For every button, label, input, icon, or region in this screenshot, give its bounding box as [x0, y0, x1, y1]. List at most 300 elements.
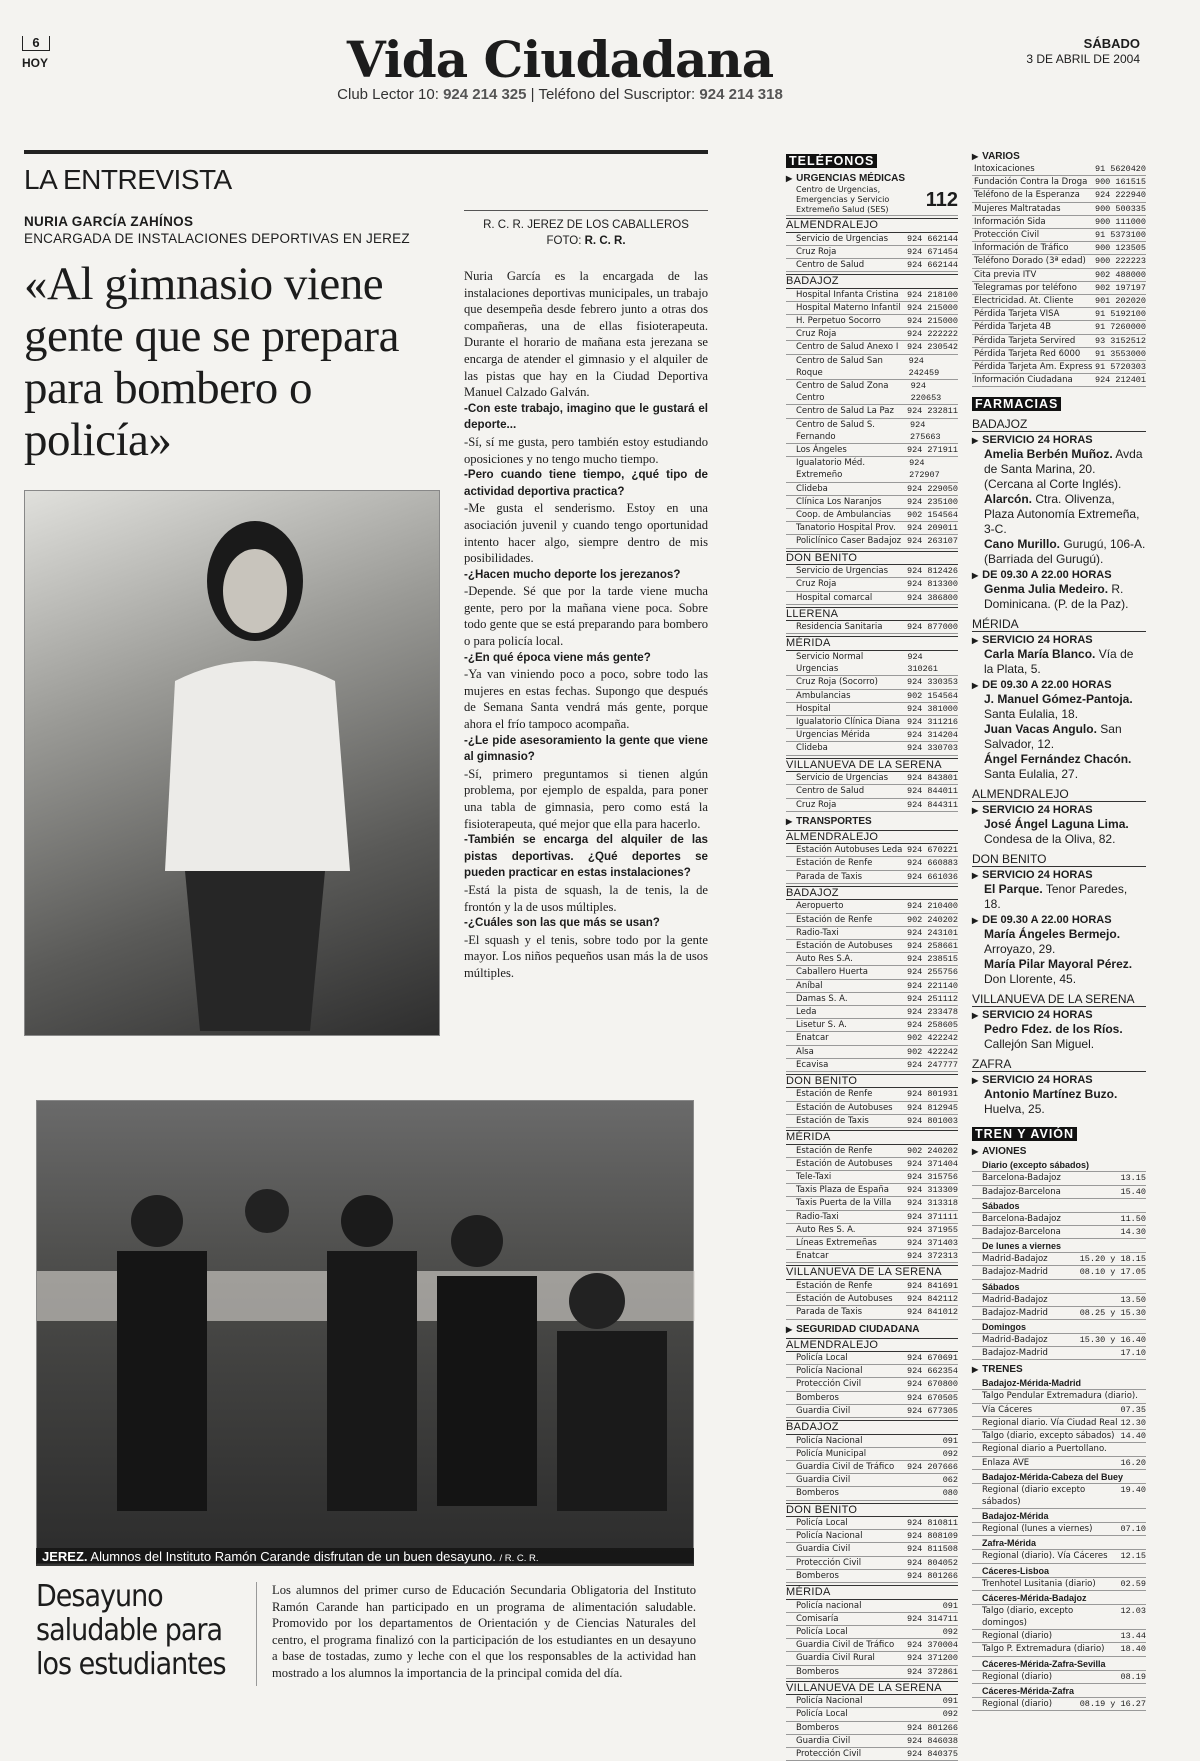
entry-phone: 924 220653 [910, 381, 942, 404]
phone-row [786, 522, 958, 535]
phone-row [972, 203, 1146, 216]
phone-row [786, 857, 958, 870]
interview-body [464, 268, 708, 982]
schedule-row [972, 1578, 1146, 1591]
schedule-heading: Cáceres-Mérida-Zafra [972, 1685, 1146, 1698]
entry-phone: 924 271911 [906, 445, 958, 456]
route-name: Regional diario. Vía Ciudad Real [982, 1417, 1118, 1428]
entry-name: Bomberos [796, 1666, 839, 1677]
route-time: 11.50 [1120, 1213, 1146, 1224]
phone-row [786, 1613, 958, 1626]
section-label: LA ENTREVISTA [24, 164, 232, 195]
phone-row [786, 289, 958, 302]
schedule-row [972, 1457, 1146, 1470]
pharmacy-address: Avda de Santa Marina, 20. (Cercana al Corte Inglés). [984, 447, 1143, 492]
entry-phone: 924 243101 [906, 927, 958, 938]
phone-row [786, 341, 958, 354]
service-hours: ▶ SERVICIO 24 HORAS [972, 869, 1146, 882]
entry-phone: 924 371404 [906, 1158, 958, 1169]
entry-name: Estación Autobuses Leda [796, 845, 903, 856]
phone-row [786, 1652, 958, 1665]
entry-name: Alsa [796, 1046, 814, 1057]
schedule-heading: Diario (excepto sábados) [972, 1159, 1146, 1172]
interview-answer: -Ya van viniendo poco a poco, sobre todo las mujeres en estas fechas. Supongo que después de Semana Santa vendrá más gente, porque ahora el frío tampoco acompaña. [464, 667, 708, 732]
entry-name: Policía Nacional [796, 1435, 863, 1446]
entry-phone: 924 812426 [906, 566, 958, 577]
entry-phone: 924 371200 [906, 1653, 958, 1664]
route-name: Vía Cáceres [982, 1404, 1033, 1415]
entry-name: Hospital Materno Infantil [796, 302, 901, 313]
pharmacy-entry [972, 752, 1146, 782]
phone-row [786, 1474, 958, 1487]
pharmacy-name: Juan Vacas Angulo. [984, 722, 1097, 737]
entry-name: Protección Civil [796, 1557, 862, 1568]
pharmacy-entry [972, 492, 1146, 537]
route-time: 08.25 y 15.30 [1079, 1307, 1146, 1318]
section-masthead: Vida Ciudadana [346, 30, 774, 89]
route-time: 14.40 [1120, 1431, 1146, 1442]
city-heading: DON BENITO [786, 551, 958, 566]
phone-row [786, 457, 958, 482]
aviones-list [972, 1159, 1146, 1360]
route-name: Talgo (diario, excepto domingos) [982, 1605, 1074, 1628]
photo-caption [36, 1548, 694, 1566]
entry-phone: 924 221140 [906, 980, 958, 991]
interview-answer: -El squash y el tenis, sobre todo por la gente mayor. Los niños pequeños usan más la de usos múltiples. [464, 932, 708, 980]
route-time: 15.20 y 18.15 [1079, 1254, 1146, 1265]
phone-row [786, 1019, 958, 1032]
entry-phone: 924 229050 [906, 483, 958, 494]
phone-row [786, 315, 958, 328]
urgencias-text: Centro de Urgencias, Emergencias y Servicio Extremeño Salud (SES) [796, 185, 890, 214]
phone-row [786, 1448, 958, 1461]
pharmacy-address: San Salvador, 12. [984, 722, 1122, 752]
route-time: 07.35 [1120, 1404, 1146, 1415]
phone-row [786, 1392, 958, 1405]
schedule-heading: Cáceres-Lisboa [972, 1565, 1146, 1578]
phone-row [786, 1145, 958, 1158]
city-heading: VILLANUEVA DE LA SERENA [786, 1681, 958, 1696]
entry-phone: 924 801003 [906, 1115, 958, 1126]
city-heading: LLERENA [786, 607, 958, 622]
story-headline: Desayuno saludable para los estudiantes [36, 1579, 226, 1682]
entry-phone: 91 5620420 [1094, 164, 1146, 174]
pharmacy-name: María Pilar Mayoral Pérez. [984, 957, 1133, 972]
aviones-label: ▶ AVIONES [972, 1145, 1146, 1158]
entry-name: Guardia Civil [796, 1475, 851, 1486]
entry-phone: 924 843801 [906, 773, 958, 784]
entry-name: Cruz Roja [796, 246, 837, 257]
schedule-heading: Domingos [972, 1321, 1146, 1334]
entry-name: Policía nacional [796, 1600, 862, 1611]
schedule-heading: Zafra-Mérida [972, 1537, 1146, 1550]
entry-name: Policlínico Caser Badajoz [796, 536, 902, 547]
city-heading: MÉRIDA [786, 636, 958, 651]
entry-name: Policía Nacional [796, 1366, 863, 1377]
entry-phone: 902 197197 [1094, 282, 1146, 293]
phone-row [786, 1280, 958, 1293]
entry-phone: 924 662354 [906, 1366, 958, 1377]
schedule-row [972, 1523, 1146, 1536]
entry-name: Tanatorio Hospital Prov. [796, 523, 896, 534]
entry-phone: 924 662144 [906, 233, 958, 244]
phone-row [786, 914, 958, 927]
phone-row [786, 496, 958, 509]
entry-phone: 902 154564 [906, 510, 958, 521]
phone-row [786, 1171, 958, 1184]
entry-name: Estación de Renfe [796, 858, 873, 869]
entry-phone: 924 235100 [906, 496, 958, 507]
phone-row [786, 1543, 958, 1556]
pharmacy-address: Condesa de la Oliva, 82. [984, 832, 1116, 847]
phone-row [786, 509, 958, 522]
phone-row [786, 592, 958, 605]
entry-name: Auto Res S. A. [796, 1224, 856, 1235]
entry-name: Estación de Autobuses [796, 1158, 893, 1169]
entry-name: Estación de Renfe [796, 1089, 873, 1100]
entry-name: Centro de Salud Zona Centro [796, 381, 889, 404]
phone-row [786, 1708, 958, 1721]
entry-phone: 924 330353 [906, 677, 958, 688]
entry-phone: 902 488000 [1094, 269, 1146, 280]
schedule-row [972, 1186, 1146, 1199]
phone-row [786, 1722, 958, 1735]
entry-name: Estación de Taxis [796, 1115, 869, 1126]
phone-row [786, 419, 958, 444]
entry-name: Bomberos [796, 1722, 839, 1733]
entry-name: Centro de Salud Anexo I [796, 342, 899, 353]
pharmacy-city: MÉRIDA [972, 617, 1146, 632]
entry-phone: 924 386800 [906, 592, 958, 603]
entry-name: Información Sida [974, 216, 1046, 227]
entry-name: Centro de Salud [796, 786, 865, 797]
entry-phone: 924 313309 [906, 1185, 958, 1196]
route-time: 07.10 [1120, 1524, 1146, 1535]
route-time: 13.50 [1120, 1294, 1146, 1305]
entry-name: Damas S. A. [796, 993, 848, 1004]
newspaper-name: HOY [22, 56, 49, 70]
entry-name: Policía Nacional [796, 1696, 863, 1707]
phone-row [786, 927, 958, 940]
service-hours: ▶ DE 09.30 A 22.00 HORAS [972, 679, 1146, 692]
pharmacy-name: Antonio Martínez Buzo. [984, 1087, 1118, 1102]
column-divider [256, 1582, 257, 1686]
phone-row [972, 374, 1146, 387]
schedule-row [972, 1605, 1146, 1630]
entry-name: Aníbal [796, 980, 823, 991]
phone-row [786, 871, 958, 884]
entry-name: Estación de Renfe [796, 914, 873, 925]
breakfast-photo [36, 1100, 694, 1564]
entry-phone: 924 238515 [906, 954, 958, 965]
phone-row [786, 1405, 958, 1418]
pharmacy-entry [972, 447, 1146, 492]
route-name: Barcelona-Badajoz [982, 1173, 1061, 1184]
city-heading: MÉRIDA [786, 1130, 958, 1145]
entry-phone: 924 207666 [906, 1461, 958, 1472]
issue-date: 3 DE ABRIL DE 2004 [1026, 52, 1140, 66]
entry-name: Policía Municipal [796, 1448, 867, 1459]
entry-phone: 924 210400 [906, 901, 958, 912]
entry-name: H. Perpetuo Socorro [796, 316, 881, 327]
suscriptor-label: Teléfono del Suscriptor: [538, 86, 696, 103]
entry-name: Servicio de Urgencias [796, 773, 889, 784]
route-name: Regional (diario). Vía Cáceres [982, 1551, 1108, 1562]
issue-day: SÁBADO [1083, 36, 1140, 51]
schedule-row [972, 1643, 1146, 1656]
entry-phone: 93 3152512 [1094, 335, 1146, 346]
entry-name: Policía Local [796, 1353, 848, 1364]
entry-name: Centro de Salud [796, 259, 865, 270]
entry-phone: 924 670800 [906, 1379, 958, 1390]
entry-name: Pérdida Tarjeta Am. Express [974, 362, 1093, 373]
entry-phone: 924 232811 [906, 406, 958, 417]
pharmacy-name: Alarcón. [984, 492, 1033, 507]
entry-phone: 924 222940 [1094, 190, 1146, 201]
phone-row [786, 1224, 958, 1237]
photo-credit-label: FOTO: [546, 235, 582, 247]
entry-phone: 924 801931 [906, 1089, 958, 1100]
pharmacy-address: Ctra. Olivenza, Plaza Autonomía Extremeña, 3-C. [984, 492, 1140, 537]
phone-row [786, 1517, 958, 1530]
entry-name: Hospital [796, 703, 831, 714]
pharmacy-name: Ángel Fernández Chacón. [984, 752, 1132, 767]
phone-row [786, 1748, 958, 1761]
entry-phone: 924 242459 [908, 355, 940, 378]
schedule-heading: Cáceres-Mérida-Badajoz [972, 1592, 1146, 1605]
phone-row [972, 176, 1146, 189]
entry-phone: 924 842112 [906, 1294, 958, 1305]
entry-phone: 900 500335 [1094, 203, 1146, 214]
route-time: 15.40 [1120, 1186, 1146, 1197]
entry-phone: 924 222222 [906, 329, 958, 340]
route-time: 13.44 [1120, 1631, 1146, 1642]
phone-row [786, 742, 958, 755]
entry-name: Guardia Civil de Tráfico [796, 1640, 895, 1651]
schedule-row [972, 1443, 1146, 1456]
phone-row [972, 335, 1146, 348]
phone-row [786, 716, 958, 729]
pharmacy-name: José Ángel Laguna Lima. [984, 817, 1129, 832]
route-time: 18.40 [1120, 1644, 1146, 1655]
entry-phone: 91 5720303 [1094, 362, 1146, 373]
urgencias-row [786, 185, 958, 216]
entry-name: Estación de Autobuses [796, 940, 893, 951]
interview-question: -¿Cuáles son las que más se usan? [464, 916, 660, 930]
entry-phone: 902 240202 [906, 914, 958, 925]
interview-answer: -Sí, primero preguntamos si tienen algún problema, por ejemplo de espalda, para poner una tabla de gimnasia, pero como está la fisioterapeuta, qué mejor que ella para hacerlo. [464, 766, 708, 831]
entry-phone: 092 [942, 1709, 958, 1720]
pharmacy-entry [972, 722, 1146, 752]
entry-phone: 924 808109 [906, 1531, 958, 1542]
city-heading: ALMENDRALEJO [786, 830, 958, 845]
entry-phone: 924 840375 [906, 1749, 958, 1760]
phone-row [786, 328, 958, 341]
interview-answer: -Está la pista de squash, la de tenis, la de frontón y la de usos múltiples. [464, 882, 708, 914]
entry-name: Centro de Salud San Roque [796, 355, 883, 378]
phone-row [786, 1059, 958, 1072]
group-students-icon [37, 1101, 695, 1541]
club-label: Club Lector 10: [337, 86, 439, 103]
phone-row [786, 1570, 958, 1583]
entry-phone: 924 844311 [906, 799, 958, 810]
route-name: Madrid-Badajoz [982, 1254, 1048, 1265]
entry-name: Radio-Taxi [796, 1211, 839, 1222]
pharmacy-address: Gurugú, 106-A. (Barriada del Gurugú). [984, 537, 1146, 567]
seguridad-label: ▶ SEGURIDAD CIUDADANA [786, 1323, 958, 1336]
schedule-heading: Badajoz-Mérida-Madrid [972, 1377, 1146, 1390]
route-name: Regional (diario excepto sábados) [982, 1484, 1086, 1507]
entry-name: Hospital comarcal [796, 592, 873, 603]
phone-row [786, 1250, 958, 1263]
phone-row [786, 799, 958, 812]
entry-name: Cruz Roja (Socorro) [796, 677, 878, 688]
entry-name: Hospital Infanta Cristina [796, 289, 899, 300]
phone-row [786, 1487, 958, 1500]
schedule-row [972, 1550, 1146, 1563]
entry-name: Cruz Roja [796, 329, 837, 340]
interview-question: -¿Hacen mucho deporte los jerezanos? [464, 567, 681, 581]
route-name: Madrid-Badajoz [982, 1294, 1048, 1305]
schedule-row [972, 1417, 1146, 1430]
entry-phone: 91 5373100 [1094, 230, 1146, 241]
phone-row [786, 246, 958, 259]
entry-phone: 924 258661 [906, 940, 958, 951]
entry-name: Ambulancias [796, 690, 851, 701]
entry-name: Guardia Civil Rural [796, 1653, 875, 1664]
interview-question: -¿En qué época viene más gente? [464, 650, 651, 664]
pharmacy-name: Genma Julia Medeiro. [984, 582, 1109, 597]
phone-row [786, 565, 958, 578]
route-time: 15.30 y 16.40 [1079, 1335, 1146, 1346]
entry-name: Centro de Salud La Paz [796, 406, 894, 417]
city-heading: VILLANUEVA DE LA SERENA [786, 1265, 958, 1280]
pharmacy-entry [972, 1022, 1146, 1052]
entry-phone: 924 314711 [906, 1613, 958, 1624]
entry-phone: 924 233478 [906, 1006, 958, 1017]
phone-row [786, 380, 958, 405]
entry-name: Auto Res S.A. [796, 954, 853, 965]
pharmacy-name: Carla María Blanco. [984, 647, 1096, 662]
entry-phone: 924 371111 [906, 1211, 958, 1222]
entry-phone: 924 251112 [906, 993, 958, 1004]
entry-phone: 924 670691 [906, 1353, 958, 1364]
entry-name: Líneas Extremeñas [796, 1238, 877, 1248]
route-time: 08.19 y 16.27 [1079, 1698, 1146, 1709]
services-column [972, 150, 1146, 1711]
service-hours: ▶ SERVICIO 24 HORAS [972, 634, 1146, 647]
pharmacy-address: Tenor Paredes, 18. [984, 882, 1128, 912]
phone-row [786, 1158, 958, 1171]
entry-name: Parada de Taxis [796, 1307, 863, 1318]
entry-name: Enatcar [796, 1251, 829, 1262]
phone-row [786, 355, 958, 380]
route-time: 17.10 [1120, 1348, 1146, 1359]
varios-label: ▶ VARIOS [972, 150, 1146, 163]
entry-name: Teléfono Dorado (3ª edad) [974, 256, 1086, 267]
interview-question: -También se encarga del alquiler de las pistas deportivas. ¿Qué deportes se pueden practicar en estas instalaciones? [464, 833, 708, 880]
pharmacy-name: Pedro Fdez. de los Ríos. [984, 1022, 1123, 1037]
page-number: 6 [22, 36, 50, 51]
route-name: Badajoz-Barcelona [982, 1227, 1061, 1238]
schedule-row [972, 1671, 1146, 1684]
entry-name: Servicio de Urgencias [796, 566, 889, 577]
route-time: 13.15 [1120, 1173, 1146, 1184]
phone-row [786, 1237, 958, 1250]
phone-row [786, 993, 958, 1006]
medical-groups [786, 218, 958, 812]
pharmacy-entry [972, 1087, 1146, 1117]
entry-name: Servicio de Urgencias [796, 233, 889, 244]
entry-name: Electricidad. At. Cliente [974, 296, 1074, 307]
pharmacy-address: Huelva, 25. [984, 1102, 1045, 1117]
pharmacy-entry [972, 582, 1146, 612]
route-name: Badajoz-Barcelona [982, 1186, 1061, 1197]
farmacias-title: FARMACIAS [972, 397, 1061, 411]
entry-name: Mujeres Maltratadas [974, 203, 1061, 214]
route-time: 08.10 y 17.05 [1079, 1267, 1146, 1278]
entry-name: Bomberos [796, 1570, 839, 1581]
entry-name: Pérdida Tarjeta Red 6000 [974, 348, 1081, 359]
schedule-row [972, 1213, 1146, 1226]
pharmacy-city: BADAJOZ [972, 417, 1146, 432]
entry-phone: 902 240202 [906, 1145, 958, 1156]
phone-row [786, 1666, 958, 1679]
city-heading: BADAJOZ [786, 1420, 958, 1435]
entry-phone: 924 209011 [906, 523, 958, 534]
route-name: Regional (diario) [982, 1631, 1053, 1642]
entry-phone: 924 313318 [906, 1198, 958, 1209]
phone-row [786, 651, 958, 676]
entry-name: Leda [796, 1006, 817, 1017]
route-name: Talgo (diario, excepto sábados) [982, 1431, 1115, 1442]
caption-text: Alumnos del Instituto Ramón Carande disfrutan de un buen desayuno. [90, 1549, 496, 1564]
phone-row [786, 785, 958, 798]
phone-row [786, 966, 958, 979]
entry-name: Intoxicaciones [974, 164, 1035, 174]
route-name: Talgo Pendular Extremadura (diario). [982, 1391, 1138, 1402]
entry-name: Guardia Civil de Tráfico [796, 1461, 895, 1472]
entry-name: Telegramas por teléfono [974, 282, 1078, 293]
schedule-heading: Sábados [972, 1281, 1146, 1294]
phone-row [786, 1378, 958, 1391]
entry-name: Comisaría [796, 1613, 839, 1624]
entry-phone: 924 275663 [910, 419, 941, 442]
entry-name: Servicio Normal Urgencias [796, 651, 864, 675]
interviewee-role: ENCARGADA DE INSTALACIONES DEPORTIVAS EN JEREZ [24, 231, 410, 246]
entry-name: Enatcar [796, 1033, 829, 1044]
entry-name: Aeropuerto [796, 901, 844, 912]
entry-phone: 924 671454 [906, 246, 958, 257]
entry-phone: 924 670505 [906, 1392, 958, 1403]
interview-answer: -Depende. Sé que por la tarde viene mucha gente, pero por la mañana viene poca. Sobre todo gente que se está preparando para bombero o para policía local. [464, 584, 708, 649]
entry-phone: 924 371955 [906, 1224, 958, 1235]
route-name: Regional (diario) [982, 1698, 1053, 1709]
service-hours: ▶ SERVICIO 24 HORAS [972, 1074, 1146, 1087]
phone-row [786, 1306, 958, 1319]
interview-headline: «Al gimnasio viene gente que se prepara para bombero o policía» [24, 258, 399, 466]
interview-answer: -Sí, sí me gusta, pero también estoy estudiando oposiciones y no tengo mucho tiempo. [464, 434, 708, 466]
entry-name: Bomberos [796, 1488, 839, 1499]
entry-phone: 924 846038 [906, 1735, 958, 1746]
phone-row [786, 444, 958, 457]
phone-row [786, 1046, 958, 1059]
entry-name: Policía Local [796, 1518, 848, 1529]
phone-row [786, 676, 958, 689]
route-name: Badajoz-Madrid [982, 1307, 1048, 1318]
pharmacy-name: María Ángeles Bermejo. [984, 927, 1121, 942]
phone-row [786, 1735, 958, 1748]
